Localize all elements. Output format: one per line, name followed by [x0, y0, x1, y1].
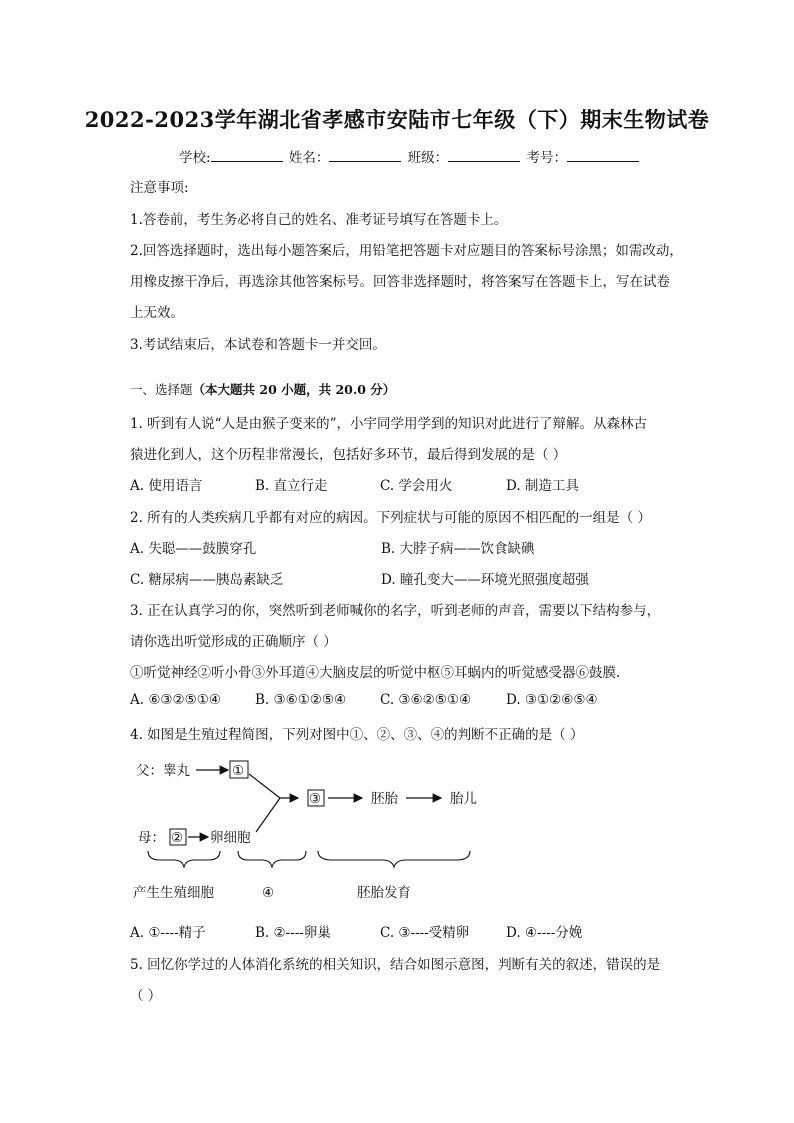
question-2-line: 2. 所有的人类疾病几乎都有对应的病因。下列症状与可能的原因不相匹配的一组是（ ）: [130, 510, 651, 526]
father-testis-label: 父：睾丸: [136, 763, 190, 779]
option-c: C. ③----受精卵: [380, 925, 470, 941]
notice-heading: 注意事项:: [130, 180, 189, 196]
question-5-line: 5. 回忆你学过的人体消化系统的相关知识，结合如图示意图，判断有关的叙述，错误的是: [130, 957, 661, 973]
exam-title: 2022-2023学年湖北省孝感市安陆市七年级（下）期末生物试卷: [84, 107, 710, 132]
option-b: B. 直立行走: [255, 478, 328, 494]
section-detail: （本大题共 20 小题，共 20.0 分）: [192, 382, 396, 397]
option-c: C. ③⑥②⑤①④: [380, 692, 472, 708]
question-3-line: 3. 正在认真学习的你，突然听到老师喊你的名字，听到老师的声音，需要以下结构参与，: [130, 603, 661, 619]
question-3-line: 请你选出听觉形成的正确顺序（ ）: [130, 634, 337, 650]
notice-item: 用橡皮擦干净后，再选涂其他答案标号。回答非选择题时，将答案写在答题卡上，写在试卷: [130, 274, 670, 290]
fetus-label: 胎儿: [450, 791, 477, 807]
option-a: A. ①----精子: [130, 925, 206, 941]
circle-1-label: ①: [232, 763, 245, 779]
option-a: A. ⑥③②⑤①④: [130, 692, 221, 708]
school-blank: [211, 149, 283, 162]
label-embryo-development: 胚胎发育: [357, 885, 411, 901]
question-5-line: （ ）: [130, 988, 162, 1004]
line-sperm-converge: [249, 774, 280, 798]
circle-3-label: ③: [309, 791, 322, 807]
brace-left: [148, 851, 220, 867]
notice-item: 上无效。: [130, 305, 184, 321]
egg-cell-label: 卵细胞: [210, 830, 251, 846]
section-heading: [130, 380, 395, 398]
notice-item: 2.回答选择题时，选出每小题答案后，用铅笔把答题卡对应题目的答案标号涂黑；如需改动，: [130, 243, 683, 259]
label-4: ④: [262, 885, 275, 901]
option-d: D. ④----分娩: [506, 925, 583, 941]
option-b: B. 大脖子病——饮食缺碘: [381, 541, 535, 557]
section-prefix: 一、选择题: [130, 382, 193, 397]
option-d: D. 制造工具: [506, 478, 579, 494]
reproduction-diagram: [130, 756, 550, 906]
exam-number-label: 考号：: [526, 150, 567, 166]
class-label: 班级：: [407, 150, 449, 166]
question-3-line: ①听觉神经②听小骨③外耳道④大脑皮层的听觉中枢⑤耳蜗内的听觉感受器⑥鼓膜.: [130, 665, 621, 681]
school-label: 学校:: [179, 150, 211, 166]
question-1-line: 1. 听到有人说“人是由猴子变来的”，小宇同学用学到的知识对此进行了辩解。从森林古: [130, 416, 647, 432]
notice-item: 1.答卷前，考生务必将自己的姓名、准考证号填写在答题卡上。: [130, 212, 508, 228]
name-label: 姓名：: [288, 150, 330, 166]
option-d: D. 瞳孔变大——环境光照强度超强: [381, 572, 589, 588]
circle-2-label: ②: [171, 830, 184, 846]
option-b: B. ②----卵巢: [255, 925, 331, 941]
student-info-row: [130, 146, 690, 166]
question-4-line: 4. 如图是生殖过程简图，下列对图中①、②、③、④的判断不正确的是（ ）: [130, 727, 584, 743]
option-a: A. 使用语言: [130, 478, 203, 494]
question-1-line: 猿进化到人，这个历程非常漫长，包括好多环节，最后得到发展的是（ ）: [130, 447, 567, 463]
option-c: C. 糖尿病——胰岛素缺乏: [130, 572, 284, 588]
option-b: B. ③⑥①②⑤④: [255, 692, 347, 708]
brace-middle: [238, 851, 306, 867]
notice-item: 3.考试结束后，本试卷和答题卡一并交回。: [130, 337, 386, 353]
name-blank: [329, 149, 401, 162]
label-produce-germ-cells: 产生生殖细胞: [133, 885, 214, 901]
class-blank: [448, 149, 520, 162]
line-egg-converge: [256, 798, 280, 832]
embryo-label: 胚胎: [371, 791, 398, 807]
mother-label: 母：: [138, 830, 165, 846]
option-a: A. 失聪——鼓膜穿孔: [130, 541, 257, 557]
brace-right: [318, 851, 470, 867]
option-c: C. 学会用火: [380, 478, 453, 494]
option-d: D. ③①②⑥⑤④: [506, 692, 598, 708]
exam-number-blank: [567, 149, 639, 162]
